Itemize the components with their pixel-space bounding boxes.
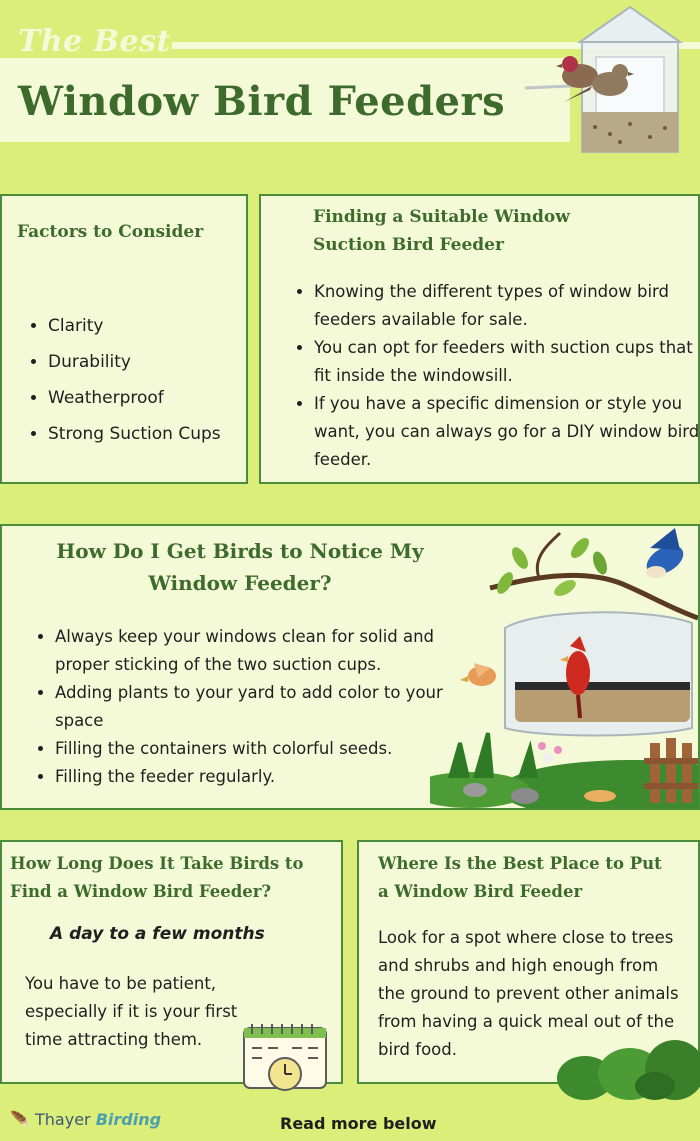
list-item: • Filling the containers with colorful seeds. (55, 735, 455, 763)
factors-heading: Factors to Consider (17, 222, 204, 242)
brand-name-part2: Birding (95, 1110, 162, 1129)
read-more-link[interactable]: Read more below (280, 1114, 437, 1133)
howlong-body: You have to be patient, especially if it is your first time attracting them. (25, 974, 238, 1049)
where-body: Look for a spot where close to trees and shrubs and high enough from the ground to prevent other animals from having a quick meal out of the bird food. (378, 928, 679, 1059)
factors-list (26, 308, 263, 452)
finding-list (292, 278, 700, 474)
feather-icon: 🪶 (10, 1110, 30, 1129)
howlong-heading: How Long Does It Take Birds to Find a Window Bird Feeder? (10, 854, 304, 901)
brand-logo[interactable] (10, 1110, 161, 1129)
shrubs-icon (555, 1036, 700, 1100)
list-item: • Knowing the different types of window bird feeders available for sale. (314, 278, 700, 334)
finding-heading: Finding a Suitable Window Suction Bird Feeder (313, 207, 570, 255)
list-item: • Filling the feeder regularly. (55, 763, 455, 791)
notice-list (33, 623, 455, 791)
list-item: • Weatherproof (48, 380, 263, 416)
bluebird-icon (642, 528, 689, 580)
calendar-clock-icon (240, 1022, 330, 1092)
where-heading: Where Is the Best Place to Put a Window Bird Feeder (378, 854, 662, 901)
list-item: • Strong Suction Cups (48, 416, 263, 452)
title-top: The Best (18, 24, 171, 59)
fence-icon (644, 738, 698, 803)
list-item: • Always keep your windows clean for solid and proper sticking of the two suction cups. (55, 623, 455, 679)
list-item: • Durability (48, 344, 263, 380)
notice-heading: How Do I Get Birds to Notice My Window Feeder? (56, 539, 424, 595)
window-feeder-illustration (520, 2, 700, 158)
list-item: • You can opt for feeders with suction cups that fit inside the windowsill. (314, 334, 700, 390)
list-item: • If you have a specific dimension or style you want, you can always go for a DIY window bird feeder. (314, 390, 700, 474)
garden-feeder-illustration (430, 528, 698, 808)
feeder-icon (505, 612, 692, 735)
howlong-answer: A day to a few months (50, 924, 265, 944)
page-title: Window Bird Feeders (18, 78, 506, 125)
small-bird-icon (460, 663, 496, 686)
list-item: • Adding plants to your yard to add color to your space (55, 679, 455, 735)
brand-name-part1: Thayer (35, 1110, 91, 1129)
list-item: • Clarity (48, 308, 263, 344)
